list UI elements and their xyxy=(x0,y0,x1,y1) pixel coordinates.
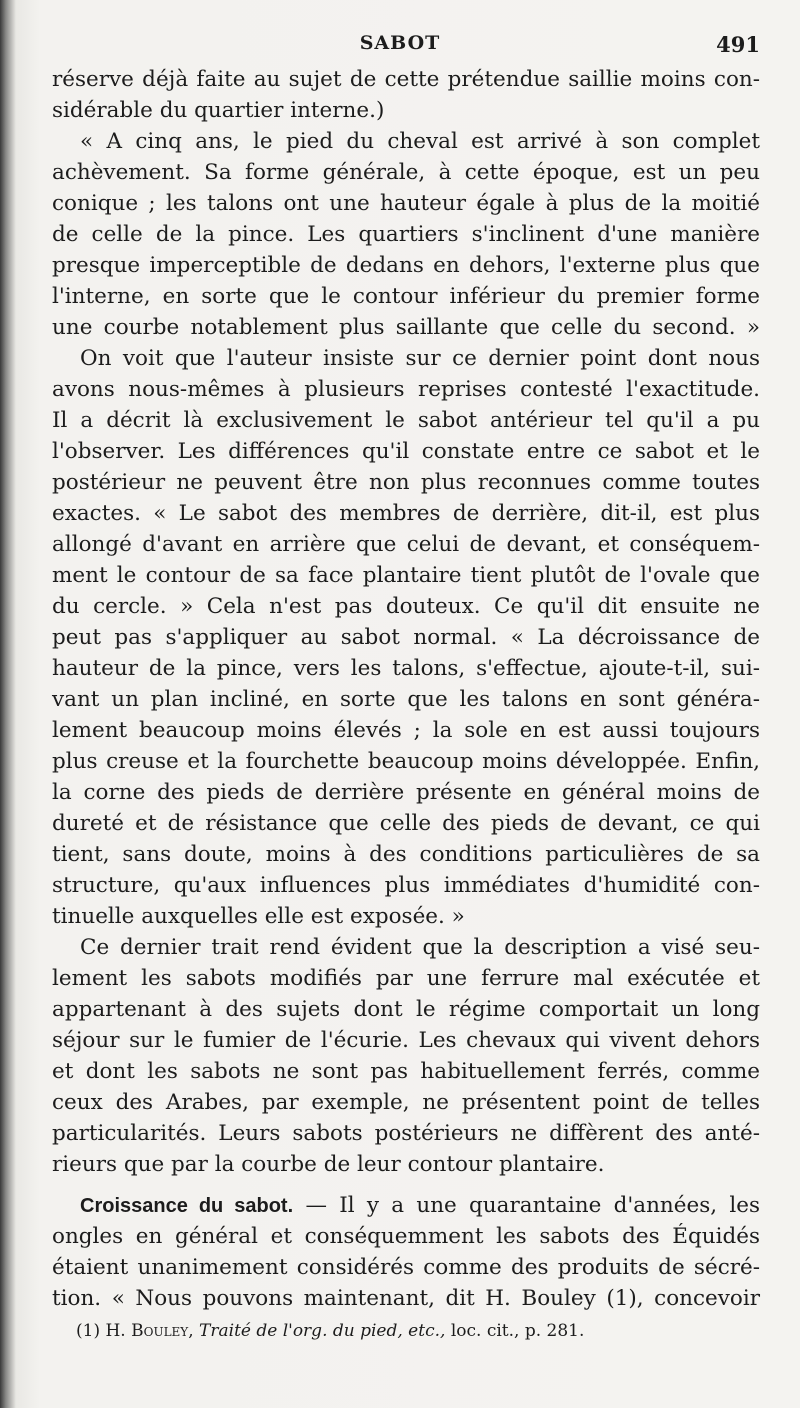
text-line: tion. « Nous pouvons maintenant, dit H. Bouley (1), concevoir xyxy=(52,1286,760,1311)
text-line: hauteur de la pince, vers les talons, s'effectue, ajoute-t-il, sui- xyxy=(52,656,760,681)
footnote-marker: (1) H. xyxy=(76,1321,126,1341)
footnote-reference: loc. cit., p. 281. xyxy=(450,1321,585,1341)
body-text xyxy=(52,64,760,1314)
text-line: Ce dernier trait rend évident que la description a visé seu- xyxy=(80,935,760,960)
text-line: ment le contour de sa face plantaire tient plutôt de l'ovale que xyxy=(52,563,760,588)
section-first-line xyxy=(52,1190,760,1221)
section-lead-text: — Il y a une quarantaine d'années, les xyxy=(305,1193,760,1218)
text-line: allongé d'avant en arrière que celui de devant, et conséquem- xyxy=(52,532,760,557)
text-line: tient, sans doute, moins à des conditions particulières de sa xyxy=(52,842,760,867)
section-heading: Croissance du sabot. xyxy=(80,1195,294,1217)
text-line: rieurs que par la courbe de leur contour plantaire. xyxy=(52,1152,605,1177)
text-line: conique ; les talons ont une hauteur égale à plus de la moitié xyxy=(52,191,760,216)
text-line: appartenant à des sujets dont le régime comportait un long xyxy=(52,997,760,1022)
text-line: lement les sabots modifiés par une ferrure mal exécutée et xyxy=(52,966,760,991)
text-line: réserve déjà faite au sujet de cette prétendue saillie moins con- xyxy=(52,67,760,92)
text-line: « A cinq ans, le pied du cheval est arrivé à son complet xyxy=(80,129,760,154)
footnote-title: Traité de l'org. du pied, etc., xyxy=(199,1321,446,1341)
text-line: et dont les sabots ne sont pas habituellement ferrés, comme xyxy=(52,1059,760,1084)
text-line: Il a décrit là exclusivement le sabot antérieur tel qu'il a pu xyxy=(52,408,760,433)
footnote-author: Bouley, xyxy=(131,1321,194,1341)
text-line: ceux des Arabes, par exemple, ne présentent point de telles xyxy=(52,1090,760,1115)
text-line: du cercle. » Cela n'est pas douteux. Ce qu'il dit ensuite ne xyxy=(52,594,760,619)
text-line: lement beaucoup moins élevés ; la sole en est aussi toujours xyxy=(52,718,760,743)
text-line: particularités. Leurs sabots postérieurs ne diffèrent des anté- xyxy=(52,1121,760,1146)
text-line: exactes. « Le sabot des membres de derrière, dit-il, est plus xyxy=(52,501,760,526)
text-line: vant un plan incliné, en sorte que les talons en sont généra- xyxy=(52,687,760,712)
text-line: dureté et de résistance que celle des pieds de devant, ce qui xyxy=(52,811,760,836)
text-line: ongles en général et conséquemment les sabots des Équidés xyxy=(52,1224,760,1249)
text-line: peut pas s'appliquer au sabot normal. « La décroissance de xyxy=(52,625,760,650)
text-line: tinuelle auxquelles elle est exposée. » xyxy=(52,904,465,929)
text-line: avons nous-mêmes à plusieurs reprises contesté l'exactitude. xyxy=(52,377,760,402)
paragraph-gap xyxy=(52,1180,760,1190)
text-line: achèvement. Sa forme générale, à cette époque, est un peu xyxy=(52,160,760,185)
text-line: la corne des pieds de derrière présente en général moins de xyxy=(52,780,760,805)
text-line: une courbe notablement plus saillante que celle du second. » xyxy=(52,315,760,340)
footnote xyxy=(76,1321,584,1341)
text-line: plus creuse et la fourchette beaucoup moins développée. Enfin, xyxy=(52,749,760,774)
text-line: postérieur ne peuvent être non plus reconnues comme toutes xyxy=(52,470,760,495)
text-line: séjour sur le fumier de l'écurie. Les chevaux qui vivent dehors xyxy=(52,1028,760,1053)
running-head xyxy=(0,30,800,60)
page-number: 491 xyxy=(716,32,760,57)
text-line: structure, qu'aux influences plus immédiates d'humidité con- xyxy=(52,873,760,898)
text-line: de celle de la pince. Les quartiers s'inclinent d'une manière xyxy=(52,222,760,247)
text-line: étaient unanimement considérés comme des produits de sécré- xyxy=(52,1255,760,1280)
text-line: presque imperceptible de dedans en dehors, l'externe plus que xyxy=(52,253,760,278)
text-line: sidérable du quartier interne.) xyxy=(52,98,385,123)
text-line: l'interne, en sorte que le contour inférieur du premier forme xyxy=(52,284,760,309)
text-line: l'observer. Les différences qu'il constate entre ce sabot et le xyxy=(52,439,760,464)
text-line: On voit que l'auteur insiste sur ce dernier point dont nous xyxy=(80,346,760,371)
running-title: SABOT xyxy=(359,32,441,54)
